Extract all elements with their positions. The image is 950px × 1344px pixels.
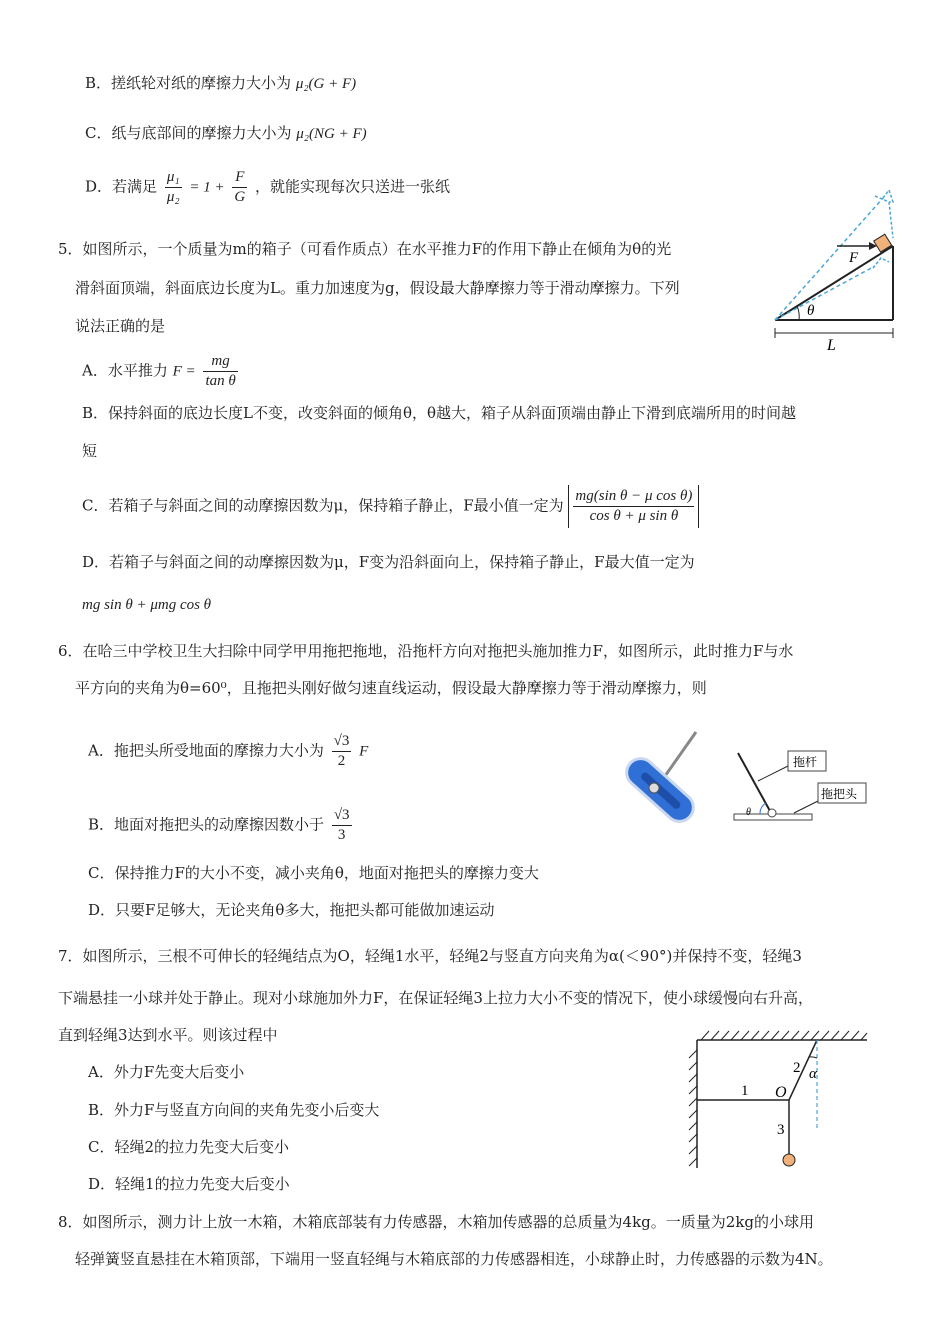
q6-option-b-text: B．地面对拖把头的动摩擦因数小于 — [88, 815, 325, 834]
rod-callout-label: 拖杆 — [793, 755, 818, 769]
dashed-line-2 — [775, 266, 875, 320]
q5-option-d-line-2: mg sin θ + μmg cos θ — [82, 597, 212, 613]
ball — [783, 1154, 795, 1166]
rod-callout-line — [758, 765, 790, 781]
q7-option-a: A．外力F先变大后变小 — [88, 1063, 245, 1081]
diagram-joint — [768, 809, 776, 817]
q6-stem-line-2: 平方向的夹角为θ=60⁰，且拖把头刚好做匀速直线运动，假设最大静摩擦力等于滑动摩擦力，则 — [75, 679, 707, 697]
q5-option-c — [82, 485, 699, 528]
mop-photo — [610, 728, 710, 836]
q7-option-d: D．轻绳1的拉力先变大后变小 — [88, 1175, 290, 1193]
q4-option-b — [85, 72, 356, 95]
incline-slope — [775, 246, 893, 320]
q7-stem-line-2: 下端悬挂一小球并处于静止。现对小球施加外力F，在保证轻绳3上拉力大小不变的情况下，使小球缓慢向右升高， — [58, 989, 813, 1007]
dashed-right-angle-2 — [873, 258, 889, 268]
q4-d-fraction-2: $\frac{F}{G}$ — [234, 169, 246, 205]
q5-option-a — [82, 352, 241, 391]
label-rope-3: 3 — [777, 1122, 785, 1138]
q5-stem-line-2: 滑斜面顶端，斜面底边长度为L。重力加速度为g，假设最大静摩擦力等于滑动摩擦力。下列 — [75, 279, 680, 297]
mop-joint — [649, 783, 659, 793]
q5-option-b-line-2: 短 — [82, 442, 98, 460]
label-o: O — [775, 1084, 787, 1101]
q8-stem-line-2: 轻弹簧竖直悬挂在木箱顶部，下端用一竖直轻绳与木箱底部的力传感器相连，小球静止时，力传感器的示数为4N。 — [75, 1250, 833, 1268]
diagram-theta-arc — [760, 803, 766, 814]
q6-a-tail: F — [359, 743, 369, 760]
q6-option-a-text: A．拖把头所受地面的摩擦力大小为 — [88, 741, 324, 760]
q4-option-c-expr: μ₂(NG + F) — [296, 126, 367, 142]
diagram-theta-label: θ — [746, 807, 751, 818]
dashed-line-1 — [775, 198, 883, 320]
q5-c-abs: $\frac{\text{mg(sin θ − μ cos θ)}}{\text{cos θ + μ sin θ}}$ — [568, 485, 699, 528]
q4-option-c-text: C．纸与底部间的摩擦力大小为 — [85, 124, 292, 142]
q6-option-c: C．保持推力F的大小不变，减小夹角θ，地面对拖把头的摩擦力变大 — [88, 864, 539, 882]
ceiling-hatch — [701, 1031, 867, 1040]
q5-option-b-line-1: B．保持斜面的底边长度L不变，改变斜面的倾角θ，θ越大，箱子从斜面顶端由静止下滑到底端所用的时间越 — [82, 404, 797, 422]
q6-option-d: D．只要F足够大，无论夹角θ多大，拖把头都可能做加速运动 — [88, 901, 495, 919]
q6-mop-diagram — [730, 745, 870, 830]
q4-option-d — [85, 168, 450, 207]
q5-option-c-text: C．若箱子与斜面之间的动摩擦因数为μ，保持箱子静止，F最小值一定为 — [82, 496, 564, 515]
q5-stem-line-3: 说法正确的是 — [75, 317, 166, 335]
q4-option-d-text: D．若满足 — [85, 177, 158, 196]
q6-b-fraction: $\frac{√3}{3}$ — [333, 807, 350, 843]
label-f: F — [849, 250, 859, 266]
dashed-right-angle-marks — [875, 190, 893, 238]
q6-stem-line-1: 6．在哈三中学校卫生大扫除中同学甲用拖把拖地，沿拖杆方向对拖把头施加推力F，如图所示，此时推力F与水 — [58, 642, 794, 660]
q7-option-b: B．外力F与竖直方向间的夹角先变小后变大 — [88, 1101, 380, 1119]
q7-option-c: C．轻绳2的拉力先变大后变小 — [88, 1138, 290, 1156]
q4-option-c — [85, 122, 367, 145]
label-rope-1: 1 — [741, 1083, 749, 1099]
label-l: L — [827, 337, 836, 353]
q5-option-d-line-1: D．若箱子与斜面之间的动摩擦因数为μ，F变为沿斜面向上，保持箱子静止，F最大值一定为 — [82, 553, 695, 571]
q6-option-b — [88, 806, 355, 845]
q5-option-a-text: A．水平推力 — [82, 361, 168, 380]
q6-a-fraction: $\frac{√3}{2}$ — [333, 733, 350, 769]
q8-stem-line-1: 8．如图所示，测力计上放一木箱，木箱底部装有力传感器，木箱加传感器的总质量为4kg。一质量为2kg的小球用 — [58, 1213, 815, 1231]
q4-d-mid: = 1 + — [189, 179, 225, 196]
q5-option-a-lhs: F = — [172, 363, 196, 380]
theta-arc — [797, 306, 799, 320]
q5-incline-figure — [765, 188, 900, 353]
q7-rope-figure — [685, 1028, 875, 1173]
head-callout-line — [794, 800, 820, 813]
q7-stem-line-1: 7．如图所示，三根不可伸长的轻绳结点为O，轻绳1水平，轻绳2与竖直方向夹角为α(＜90°)并保持不变，轻绳3 — [58, 947, 802, 965]
label-theta: θ — [807, 303, 815, 319]
q6-option-a — [88, 732, 368, 771]
q4-d-fraction-1: $\frac{\text{μ₁}}{\text{μ₂}}$ — [166, 169, 180, 205]
q5-stem-line-1: 5．如图所示，一个质量为m的箱子（可看作质点）在水平推力F的作用下静止在倾角为θ的光 — [58, 240, 672, 258]
q7-stem-line-3: 直到轻绳3达到水平。则该过程中 — [58, 1026, 278, 1044]
q4-option-d-tail: ，就能实现每次只送进一张纸 — [255, 177, 451, 196]
wall-hatch — [689, 1050, 697, 1166]
q4-option-b-expr: μ₂(G + F) — [295, 76, 357, 92]
alpha-arc — [809, 1057, 817, 1058]
label-rope-2: 2 — [793, 1060, 801, 1076]
q4-option-b-text: B．搓纸轮对纸的摩擦力大小为 — [85, 74, 292, 92]
label-alpha: α — [809, 1066, 817, 1082]
diagram-rod — [738, 753, 770, 811]
q5-a-fraction: $\frac{mg}{\text{tan θ}}$ — [205, 353, 236, 389]
head-callout-label: 拖把头 — [821, 787, 858, 801]
